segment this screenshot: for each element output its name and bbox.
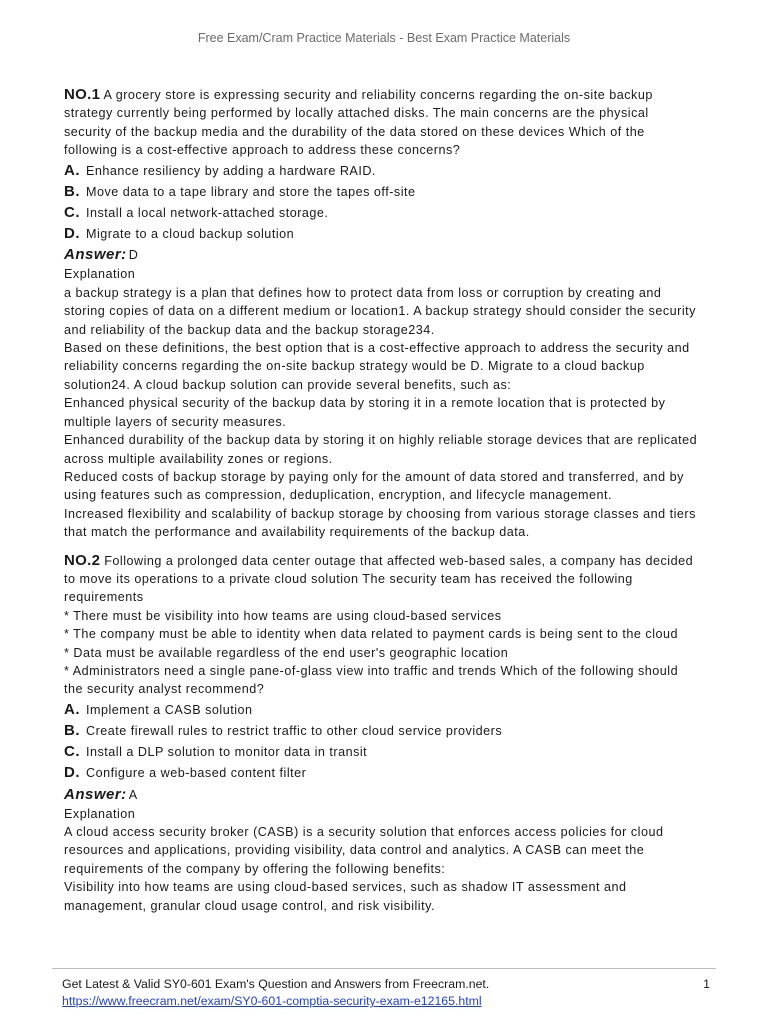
- option-b: [64, 721, 700, 741]
- requirement-item: * Data must be available regardless of the end user's geographic location: [64, 645, 509, 660]
- option-text: Migrate to a cloud backup solution: [86, 227, 295, 242]
- option-d: [64, 763, 700, 783]
- option-c: [64, 742, 700, 762]
- option-a: [64, 700, 700, 720]
- explanation-label: Explanation: [64, 267, 136, 282]
- answer-label: Answer:: [64, 246, 127, 264]
- option-letter: A.: [64, 700, 80, 718]
- question-number: NO.2: [64, 551, 101, 569]
- option-letter: B.: [64, 721, 80, 739]
- explanation-paragraph: Reduced costs of backup storage by paying only for the amount of data stored and transferred, and by using features such as compression, deduplication, encryption, and lifecycle management.: [64, 469, 684, 503]
- option-letter: C.: [64, 743, 80, 761]
- explanation-paragraph: A cloud access security broker (CASB) is a security solution that enforces access policies for cloud resources and applications, providing visibility, data control and analytics. A CASB can meet the requirements of the company by offering the following benefits:: [64, 825, 664, 876]
- option-text: Install a local network-attached storage.: [86, 206, 329, 221]
- explanation-paragraph: Enhanced physical security of the backup data by storing it in a remote location that is protected by multiple layers of security measures.: [64, 396, 666, 429]
- question-block-2: [64, 552, 700, 916]
- question-text: [64, 86, 700, 160]
- explanation-paragraph: Increased flexibility and scalability of backup storage by choosing from various storage classes and tiers that match the performance and availability requirements of the backup data.: [64, 506, 696, 540]
- requirement-item: * There must be visibility into how teams are using cloud-based services: [64, 608, 502, 623]
- option-letter: D.: [64, 225, 80, 243]
- footer-promo-text: Get Latest & Valid SY0-601 Exam's Question and Answers from Freecram.net.: [62, 977, 490, 991]
- answer-line: [64, 785, 700, 805]
- explanation-paragraph: Enhanced durability of the backup data by storing it on highly reliable storage devices that are replicated across multiple availability zones or regions.: [64, 433, 698, 466]
- page-content: [64, 86, 700, 915]
- answer-label: Answer:: [64, 785, 127, 803]
- page-header: Free Exam/Cram Practice Materials - Best Exam Practice Materials: [197, 31, 571, 45]
- option-text: Implement a CASB solution: [86, 702, 253, 717]
- explanation-paragraph: Based on these definitions, the best option that is a cost-effective approach to address the security and reliability concerns regarding the on-site backup strategy would be D. Migrate to a cloud backup solution24. A cloud backup solution can provide several benefits, such as:: [64, 341, 690, 392]
- option-c: [64, 203, 700, 223]
- footer-divider: [52, 968, 716, 969]
- option-letter: C.: [64, 204, 80, 222]
- question-body: A grocery store is expressing security and reliability concerns regarding the on-site backup strategy currently being performed by locally attached disks. The main concerns are the physical security of the backup media and the durability of the data stored on these devices Which of the following is a cost-effective approach to address these concerns?: [64, 88, 653, 158]
- option-letter: A.: [64, 161, 80, 179]
- explanation-label: Explanation: [64, 806, 136, 821]
- footer-exam-link[interactable]: https://www.freecram.net/exam/SY0-601-comptia-security-exam-e12165.html: [62, 994, 482, 1008]
- option-text: Move data to a tape library and store the tapes off-site: [86, 184, 416, 199]
- question-block-1: [64, 86, 700, 542]
- question-number: NO.1: [64, 86, 101, 103]
- option-text: Configure a web-based content filter: [86, 766, 307, 781]
- question-text: [64, 552, 700, 607]
- question-body: Following a prolonged data center outage that affected web-based sales, a company has decided to move its operations to a private cloud solution The security team has received the following requirements: [64, 553, 694, 605]
- requirement-item: * The company must be able to identity when data related to payment cards is being sent to the cloud: [64, 627, 679, 642]
- answer-value: D: [128, 248, 139, 263]
- option-letter: D.: [64, 764, 80, 782]
- answer-value: A: [128, 787, 138, 802]
- option-letter: B.: [64, 182, 80, 200]
- explanation-paragraph: a backup strategy is a plan that defines how to protect data from loss or corruption by creating and storing copies of data on a different medium or location1. A backup strategy should consider the security and reliability of the backup data and the backup storage234.: [64, 285, 696, 337]
- page-number: 1: [703, 977, 710, 991]
- option-text: Create firewall rules to restrict traffic to other cloud service providers: [86, 723, 503, 738]
- option-d: [64, 224, 700, 244]
- option-b: [64, 182, 700, 202]
- option-text: Install a DLP solution to monitor data in transit: [86, 745, 368, 760]
- option-a: [64, 161, 700, 181]
- answer-line: [64, 245, 700, 265]
- option-text: Enhance resiliency by adding a hardware RAID.: [86, 163, 376, 178]
- requirement-item: * Administrators need a single pane-of-glass view into traffic and trends Which of the following should the security analyst recommend?: [64, 663, 679, 697]
- explanation-paragraph: Visibility into how teams are using cloud-based services, such as shadow IT assessment and management, granular cloud usage control, and risk visibility.: [64, 880, 627, 913]
